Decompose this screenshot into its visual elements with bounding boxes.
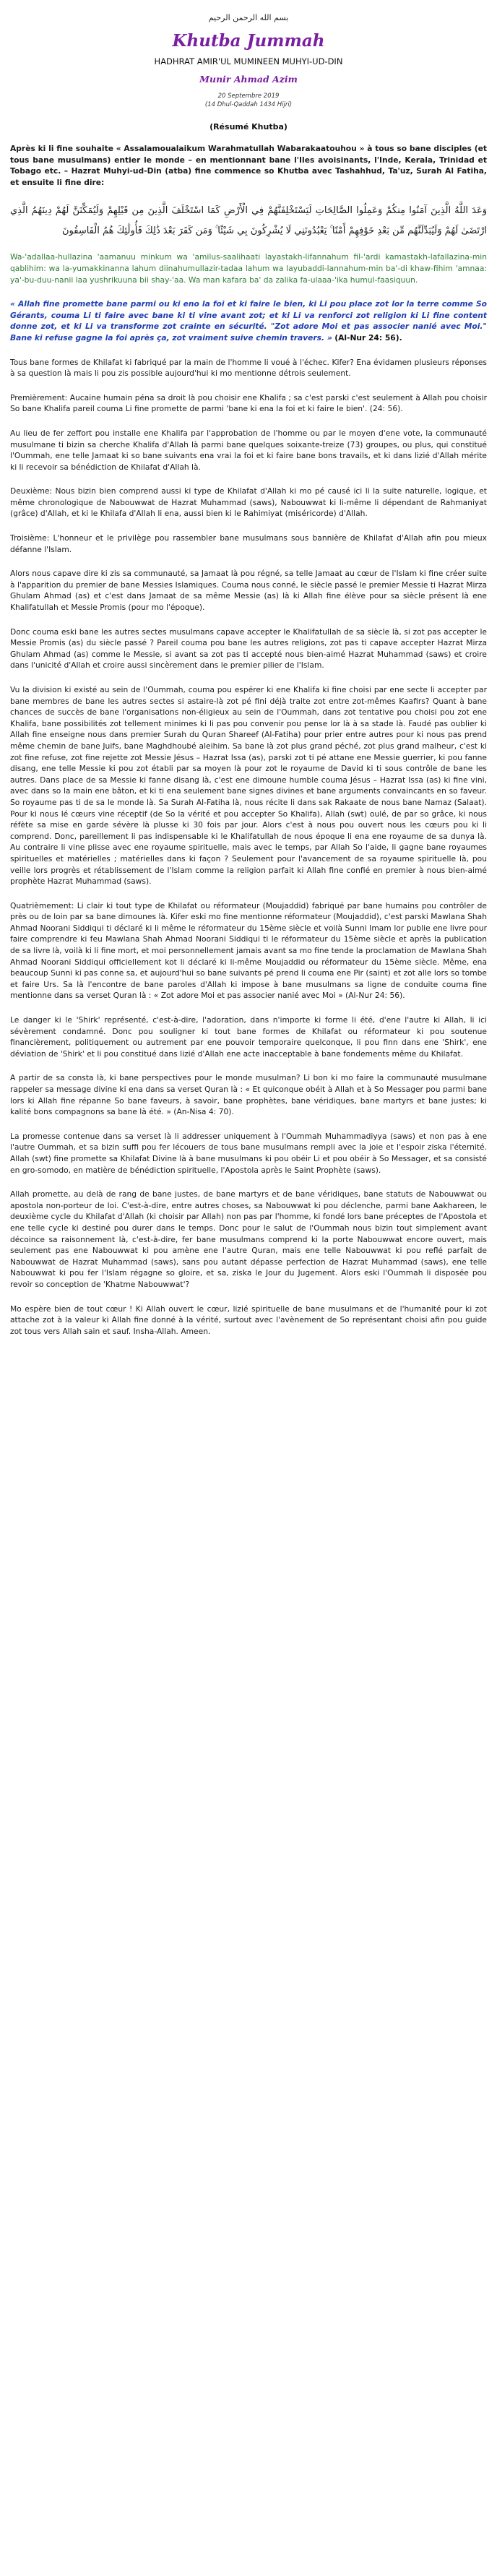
intro-paragraph: Après ki li fine souhaite « Assalamoualaikum Warahmatullah Wabarakaatouhou » à tous so bane disciples (et tous bane musulmans) entier le monde – en mentionnant bane l'Iles avoisinants, l'Inde, Kerala, Trinidad et Tobago etc. – Hazrat Muhyi-ud-Din (atba) fine commence so Khutba avec Tashahhud, Ta'uz, Surah Al Fatiha, et ensuite li fine dire: bbox=[10, 144, 487, 187]
paragraph-8: Vu la division ki existé au sein de l'Oummah, couma pou espérer ki ene Khalifa ki fine choisi par ene secte li accepter par bane membres de bane les autres sectes si astaire-là zot pé fini déjà traite zot entre zot-mêmes Kaafirs? Quant à bane chances de succès de bane l'organisations non-éligieux au sein de l'Oummah, dans zot tentative pou choisi pou zot ene Khalifa, bane possibilités zot tellement minimes ki li pas pou convenir pou pense lor là à sa stade là. Faudé pas oublier ki Allah fine enseigne nous dans premier Surah du Quran Shareef (Al-Fatiha) pour prier entre autres pour ki nous pas prend même chemin de bane Juifs, bane Maghdhoubé aleihim. Sa bane là zot plus grand péché, zot plus grand malheur, c'est ki zot fine refuse, zot fine rejette zot Messie Jésus – Hazrat Issa (as), parski zot ti pé attane ene Messie guerrier, ki pou fanne disang, ene telle Messie ki pou zot établi par sa moyen là pour zot le royaume de David ki ti sous contrôle de bane les autres. Dans place de sa Messie ki fanne disang là, c'est ene dimoune humble couma Jésus – Hazrat Issa (as) ki fine vini, avec dans so la main ene bâton, et ki ti ena seulement bane signes divines et bane arguments convaincants en so faveur. So royaume pas ti de sa le monde là. Sa Surah Al-Fatiha là, nous récite li dans sak Rakaate de nous bane Namaz (Salaat). Pour ki nous lé cœurs vine réceptif (de So la vérité et pou accepter So Khalifa), Allah (swt) oulé, de par so grâce, ki nous réfète sa mise en garde sévère là plusse ki 30 fois par jour. Alors c'est à nous pou ouvert nous les cœurs pou ki li comprend. Donc, pareillement li pas indispensable ki le Khalifatullah de nous époque li ena ene royaume de sa dunya là. Au contraire li vine plisse avec ene royaume spirituelle, mais avec le temps, par Allah So l'aide, li gagne bane royaumes spirituelles et matérielles ; matérielles dans ki façon ? Seulement pour l'avancement de sa royaume spirituelle là, pou veille lors progrès et rétablissement de l'Islam comme la religion parfait ki Allah fine confié en premier à nous bien-aimé prophète Hazrat Muhammad (saws). bbox=[10, 685, 487, 887]
paragraph-4: Deuxième: Nous bizin bien comprend aussi ki type de Khilafat d'Allah ki mo pé causé ici li la suite naturelle, logique, et même chronologique de Nabouwwat de Hazrat Muhammad (saws), Nabouwwat ki li-même li dépendant de Rahmaniyat (grâce) d'Allah, et ki le Khilafa d'Allah li ena, aussi bien ki le Rahimiyat (miséricorde) d'Allah. bbox=[10, 486, 487, 519]
quran-verse-transliteration: Wa-'adallaa-hullazina 'aamanuu minkum wa 'amilus-saalihaati layastakh-lifannahum fil-'ardi kamastakh-lafallazina-min qablihim: wa la-yumakkinanna lahum diinahumullazir-tadaa lahum wa layubaddi-lannahum-min ba'-di khaw-fihim 'amnaa: ya'-bu-duu-nanii laa yushrikuuna bii shay-'aa. Wa man kafara ba' da zalika fa-ulaaa-'ika humul-faasiquun. bbox=[10, 252, 487, 285]
paragraph-10: Le danger ki le 'Shirk' représenté, c'est-à-dire, l'adoration, dans n'importe ki forme li été, d'ene l'autre ki Allah, li ici sévèrement condamné. Donc pou souligner ki tout bane formes de Khilafat ou réformateur ki pou soutenue financièrement, politiquement ou autrement par ene pouvoir temporaire quelconque, li pou finn dans ene 'Shirk', ene déviation de 'Shirk' et li pou constitué dans lizié d'Allah ene acte inacceptable à bane fondements même du Khilafat. bbox=[10, 1015, 487, 1059]
paragraph-6: Alors nous capave dire ki zis sa communauté, sa Jamaat là pou régné, sa telle Jamaat au cœur de l'Islam ki fine créer suite à l'apparition du premier de bane Messies Islamiques. Couma nous conné, le siècle passé le premier Messie ti Hazrat Mirza Ghulam Ahmad (as) et c'est dans Jamaat de sa même Messie (as) là ki Allah fine élève pour sa siècle présent là ene Khalifatullah et Messie Promis (pour mo l'époque). bbox=[10, 569, 487, 613]
paragraph-14: Mo espère bien de tout cœur ! Ki Allah ouvert le cœur, lizié spirituelle de bane musulmans et de l'humanité pour ki zot attache zot à la valeur ki Allah fine donné à la vérité, surtout avec l'avènement de So représentant choisi afin pou guide zot tous vers Allah sain et sauf. Insha-Allah. Ameen. bbox=[10, 1304, 487, 1336]
quran-verse-translation bbox=[10, 298, 487, 343]
paragraph-5: Troisième: L'honneur et le privilège pou rassembler bane musulmans sous bannière de Khilafat d'Allah afin pou mieux défanne l'Islam. bbox=[10, 533, 487, 554]
paragraph-2: Premièrement: Aucaine humain péna sa droit là pou choisir ene Khalifa ; sa c'est parski c'est seulement à Allah pou choisir So bane Khalifa pareil couma Li fine promette de parmi 'bane ki ena la foi et ki faire le bien'. (24: 56). bbox=[10, 392, 487, 414]
basmala: بسم الله الرحمن الرحيم bbox=[208, 13, 289, 22]
paragraph-3: Au lieu de fer zeffort pou installe ene Khalifa par l'approbation de l'homme ou par le moyen d'ene vote, la communauté musulmane ti bizin sa cherche Khalifa d'Allah là parmi bane quelques soixante-treize (73) groupes, ou plus, qui constitué l'Oummah, ene telle Jamaat ki so bane suivants ena vrai la foi et ki faire bane bons travails, et ki dans lizié d'Allah mérite ki li recevoir sa bénédiction de Khilafat d'Allah là. bbox=[10, 428, 487, 472]
resume-heading: (Résumé Khutba) bbox=[209, 122, 288, 132]
hadhrat-heading: HADHRAT AMIR'UL MUMINEEN MUHYI-UD-DIN bbox=[154, 56, 343, 66]
translation-text: « Allah fine promette bane parmi ou ki eno la foi et ki faire le bien, ki Li pou place zot lor la terre comme So Gérants, couma Li ti faire avec bane ki ti vine avant zot; et ki Li va renforci zot religion ki Li fine content donne zot, et ki Li va transforme zot crainte en sécurité. "Zot adore Moi et pas associer nanié avec Moi." Bane ki refuse gagne la foi après ça, zot vraiment suive chemin travers. » bbox=[10, 299, 487, 343]
paragraph-9: Quatrièmement: Li clair ki tout type de Khilafat ou réformateur (Moujaddid) fabriqué par bane humains pou contrôler de près ou de loin par sa bane dimounes là. Kifer eski mo fine mentionne réformateur (Moujaddid), c'est parski Mawlana Shah Ahmad Noorani Siddiqui ti déclaré ki li même le réformateur du 15ème siècle et voilà Sunni Imam lor publie ene livre pour faire comprendre ki feu Mawlana Shah Ahmad Noorani Siddiqui ti le réformateur du 15ème siècle et après la publication de sa livre là, voilà ki li fine mort, et moi personnellement jamais avant sa mo fine tende la proclamation de Mawlana Shah Ahmad Noorani Siddiqui officiellement kot li déclaré ki li-même Moujaddid ou réformateur du 15ème siècle. Même, ena beaucoup Sunni ki pas conne sa, et aujourd'hui so bane suivants pé prend li couma ene Pir (saint) et zot alle lors so tombe et faire Urs. Sa là l'encontre de bane paroles d'Allah ki impose à bane musulmans sa ligne de conduite couma fine mentionne dans sa verset Quran là : « Zot adore Moi et pas associer nanié avec Moi » (Al-Nur 24: 56). bbox=[10, 900, 487, 1001]
paragraph-12: La promesse contenue dans sa verset là li addresser uniquement à l'Oummah Muhammadiyya (saws) et non pas à ene l'autre Oummah, et sa bizin suffi pou fer lécouers de tous bane musulmans rempli avec la joie et l'espoir ziska l'éternité. Allah (swt) fine promette sa Khilafat Divine là à bane musulmans ki pou obéir Li et pou obéir à So Messager, et sa consisté en gro-somodo, en matière de bénédiction spirituelle, l'Apostola après le Saint Prophète (saws). bbox=[10, 1131, 487, 1175]
paragraph-13: Allah promette, au delà de rang de bane justes, de bane martyrs et de bane véridiques, bane statuts de Nabouwwat ou apostola non-porteur de loi. C'est-à-dire, entre autres choses, sa Nabouwwat ki pou déclenche, parmi bane Aakhareen, le deuxième cycle du Khilafat d'Allah (ki choisir par Allah) non pas par l'homme, ki fondé lors bane préceptes de l'Apostola et ene telle cycle ki destiné pou durer dans le temps. Donc pour le salut de l'Oummah nous bizin tout simplement avant décoince sa raisonnement là, c'est-à-dire, fer bane musulmans comprend ki la porte Nabouwwat encore ouvert, mais seulement pas ene Nabouwwat ki pou amène ene l'autre Quran, mais ene telle Nabouwwat ki pou reflé parfait de Nabouwwat de Hazrat Muhammad (saws), sans pou autant dépasse perfection de Hazrat Muhammad (saws), ene telle Nabouwwat ki pou fer l'Islam régagne so gloire, et sa, ziska le Jour du Jugement. Alors eski l'Oummah li disposée pou revoir so conception de 'Khatme Nabouwwat'? bbox=[10, 1189, 487, 1289]
translation-reference: (Al-Nur 24: 56). bbox=[334, 332, 402, 343]
date-gregorian: 20 Septembre 2019 bbox=[217, 92, 280, 100]
date-hijri: (14 Dhul-Qaddah 1434 Hijri) bbox=[204, 101, 293, 108]
paragraph-7: Donc couma eski bane les autres sectes musulmans capave accepter le Khalifatullah de sa siècle là, si zot pas accepter le Messie Promis (as) du siècle passé ? Pareil couma pou bane les autres religions, zot pas ti capave accepter Hazrat Mirza Ghulam Ahmad (as) comme le Messie, si avant sa zot pas ti accepté nous bien-aimé Hazrat Muhammad (saws) et croire dans l'unicité d'Allah et croire aussi sincèrement dans le premier pilier de l'Islam. bbox=[10, 626, 487, 671]
author-name: Munir Ahmad Azim bbox=[199, 74, 298, 85]
paragraph-11: A partir de sa consta là, ki bane perspectives pour le monde musulman? Li bon ki mo faire la communauté musulmane rappeler sa message divine ki ena dans sa verset Quran là : « Et quiconque obéit à Allah et à So Messager pou parmi bane lors ki Allah fine répanne So bane faveurs, à savoir, bane prophètes, bane véridiques, bane martyrs et bane justes; ki kalité bons compagnons sa bane là été. » (An-Nisa 4: 70). bbox=[10, 1073, 487, 1117]
paragraph-1: Tous bane formes de Khilafat ki fabriqué par la main de l'homme li voué à l'échec. Kifer? Ena évidamen plusieurs réponses à sa question là mais li pou zis possible aujourd'hui ki mo mentionne détrois seulement. bbox=[10, 357, 487, 379]
quran-verse-arabic: وَعَدَ اللَّهُ الَّذِينَ آمَنُوا مِنكُمْ وَعَمِلُوا الصَّالِحَاتِ لَيَسْتَخْلِفَنَّهُمْ فِي الْأَرْضِ كَمَا اسْتَخْلَفَ الَّذِينَ مِن قَبْلِهِمْ وَلَيُمَكِّنَنَّ لَهُمْ دِينَهُمُ الَّذِي ارْتَضَىٰ لَهُمْ وَلَيُبَدِّلَنَّهُم مِّن بَعْدِ خَوْفِهِمْ أَمْنًا ۚ يَعْبُدُونَنِي لَا يُشْرِكُونَ بِي شَيْئًا ۚ وَمَن كَفَرَ بَعْدَ ذَٰلِكَ فَأُولَٰئِكَ هُمُ الْفَاسِقُونَ bbox=[10, 205, 487, 237]
page-title: Khutba Jummah bbox=[172, 31, 325, 51]
date-block bbox=[10, 92, 487, 109]
